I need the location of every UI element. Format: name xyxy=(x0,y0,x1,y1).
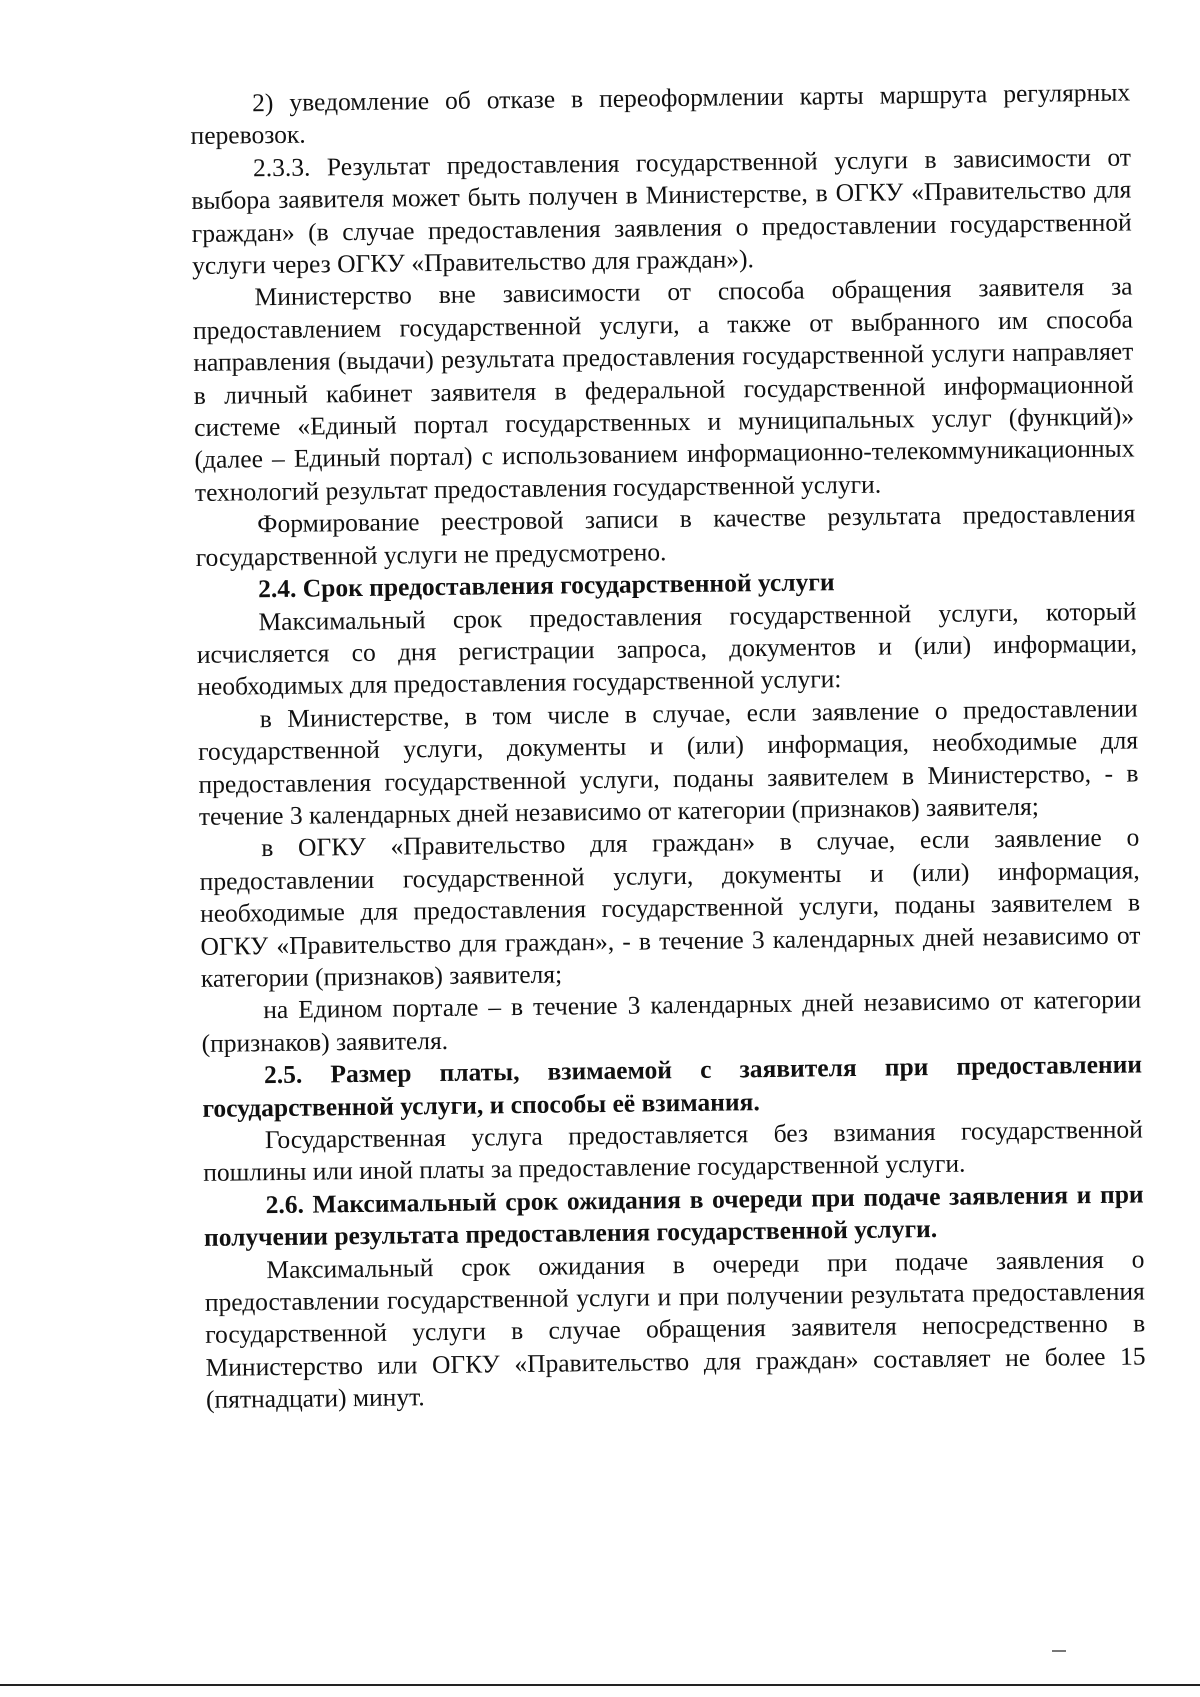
paragraph-no-fee: Государственная услуга предоставляется без взимания государственной пошлины или иной платы за предоставление государственной услуги. xyxy=(203,1114,1143,1188)
paragraph-in-ogku: в ОГКУ «Правительство для граждан» в случае, если заявление о предоставлении государственной услуги, документы и (или) информация, необходимые для предоставления государственной услуги, поданы заявителем в ОГКУ «Правительство для граждан», - в течение 3 календарных дней независимо от категории (признаков) заявителя; xyxy=(199,822,1141,993)
paragraph-queue-time: Максимальный срок ожидания в очереди при подаче заявления о предоставлении государственной услуги и при получении результата предоставления государственной услуги в случае обращения заявителя непосредственно в Министерство или ОГКУ «Правительство для граждан» составляет не более 15 (пятнадцати) минут. xyxy=(204,1244,1146,1415)
paragraph-in-ministry: в Министерстве, в том числе в случае, если заявление о предоставлении государственной услуги, документы и (или) информация, необходимые для предоставления государственной услуги, поданы заявителем в Министерство, - в течение 3 календарных дней независимо от категории (признаков) заявителя; xyxy=(197,693,1139,831)
heading-2-4: 2.4. Срок предоставления государственной услуги xyxy=(257,567,835,604)
paragraph-registry-record: Формирование реестровой записи в качестве результата предоставления государственной услуги не предусмотрено. xyxy=(195,498,1136,572)
scan-edge-line xyxy=(0,1684,1200,1686)
paragraph-on-portal: на Едином портале – в течение 3 календарных дней независимо от категории (признаков) заявителя. xyxy=(201,984,1142,1058)
heading-2-5: 2.5. Размер платы, взимаемой с заявителя при предоставлении государственной услуги, и способы её взимания. xyxy=(202,1049,1143,1123)
document-body xyxy=(190,77,1146,1417)
heading-2-6: 2.6. Максимальный срок ожидания в очереди при подаче заявления и при получении результата предоставления государственной услуги. xyxy=(203,1179,1144,1253)
paragraph-max-term: Максимальный срок предоставления государственной услуги, который исчисляется со дня регистрации запроса, документов и (или) информации, необходимых для предоставления государственной услуги: xyxy=(196,595,1138,702)
scan-mark xyxy=(1052,1650,1066,1652)
paragraph-2-3-3: 2.3.3. Результат предоставления государственной услуги в зависимости от выбора заявителя может быть получен в Министерстве, в ОГКУ «Правительство для граждан» (в случае предоставления заявления о предоставлении государственной услуги через ОГКУ «Правительство для граждан»). xyxy=(191,142,1132,281)
paragraph-refusal-notice: 2) уведомление об отказе в переоформлении карты маршрута регулярных перевозок. xyxy=(190,77,1131,151)
paragraph-ministry-portal: Министерство вне зависимости от способа обращения заявителя за предоставлением государственной услуги, а также от выбранного им способа направления (выдачи) результата предоставления государственной услуги направляет в личный кабинет заявителя в федеральной государственной информационной системе «Единый портал государственных и муниципальных услуг (функций)» (далее – Единый портал) с использованием информационно-телекоммуникационных технологий результат предоставления государственной услуги. xyxy=(192,271,1135,507)
